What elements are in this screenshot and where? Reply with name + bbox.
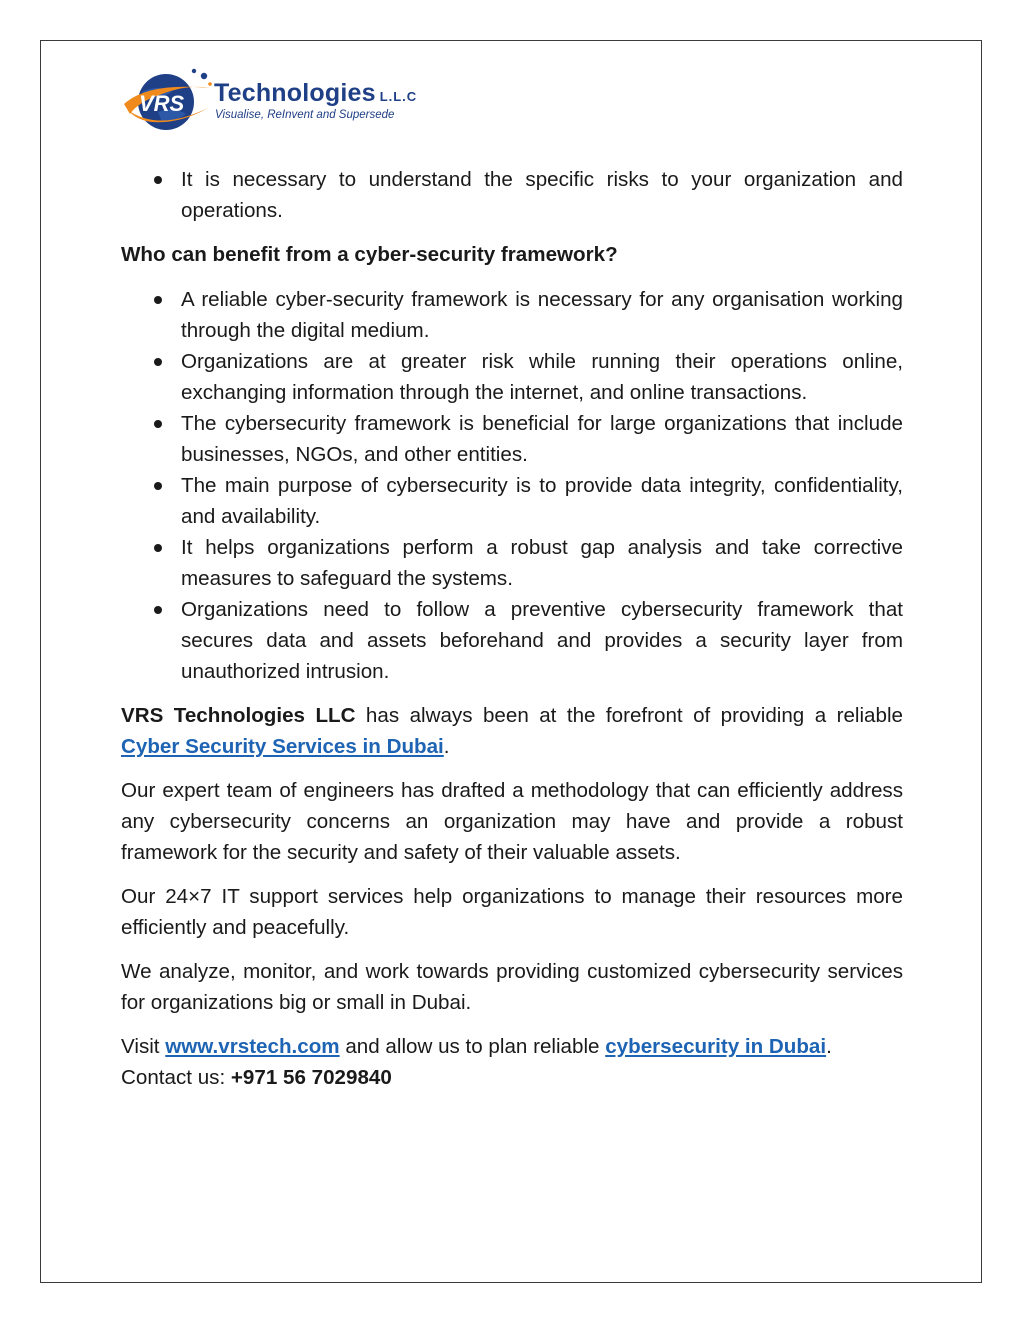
cybersecurity-dubai-link[interactable]: cybersecurity in Dubai — [605, 1035, 827, 1058]
cyber-security-services-link[interactable]: Cyber Security Services in Dubai — [121, 735, 444, 758]
logo-company-name: Technologies L.L.C — [214, 79, 418, 107]
benefit-bullet-list — [121, 284, 903, 687]
list-item: Organizations need to follow a preventive cybersecurity framework that secures data and assets beforehand and provides a security layer from unauthorized intrusion. — [121, 594, 903, 687]
analyze-paragraph: We analyze, monitor, and work towards providing customized cybersecurity services for organizations big or small in Dubai. — [121, 960, 903, 1014]
company-name: VRS Technologies LLC — [121, 704, 356, 727]
vrs-globe-logo-icon — [118, 62, 218, 142]
logo-tagline: Visualise, ReInvent and Supersede — [215, 109, 395, 121]
company-paragraph: VRS Technologies LLC has always been at the forefront of providing a reliable Cyber Security Services in Dubai. — [121, 704, 903, 758]
svg-text:VRS: VRS — [139, 91, 185, 116]
visit-paragraph: Visit www.vrstech.com and allow us to plan reliable cybersecurity in Dubai. Contact us: +971 56 7029840 — [121, 1035, 832, 1089]
contact-label: Contact us: — [121, 1066, 231, 1089]
list-item: Organizations are at greater risk while running their operations online, exchanging information through the internet, and online transactions. — [121, 346, 903, 408]
list-item: The main purpose of cybersecurity is to provide data integrity, confidentiality, and availability. — [121, 470, 903, 532]
intro-bullet-list — [121, 164, 903, 226]
section-heading: Who can benefit from a cyber-security framework? — [121, 243, 618, 266]
list-item: A reliable cyber-security framework is necessary for any organisation working through the digital medium. — [121, 284, 903, 346]
list-item: The cybersecurity framework is beneficial for large organizations that include businesses, NGOs, and other entities. — [121, 408, 903, 470]
support-paragraph: Our 24×7 IT support services help organizations to manage their resources more efficiently and peacefully. — [121, 885, 903, 939]
list-item: It is necessary to understand the specific risks to your organization and operations. — [121, 164, 903, 226]
team-paragraph: Our expert team of engineers has drafted a methodology that can efficiently address any cybersecurity concerns an organization may have and provide a robust framework for the security and safety of their valuable assets. — [121, 779, 903, 864]
document-body — [121, 164, 903, 1106]
logo-suffix: L.L.C — [379, 89, 418, 104]
list-item: It helps organizations perform a robust gap analysis and take corrective measures to safeguard the systems. — [121, 532, 903, 594]
website-link[interactable]: www.vrstech.com — [165, 1035, 340, 1058]
contact-phone: +971 56 7029840 — [230, 1066, 392, 1089]
company-logo — [118, 62, 418, 142]
